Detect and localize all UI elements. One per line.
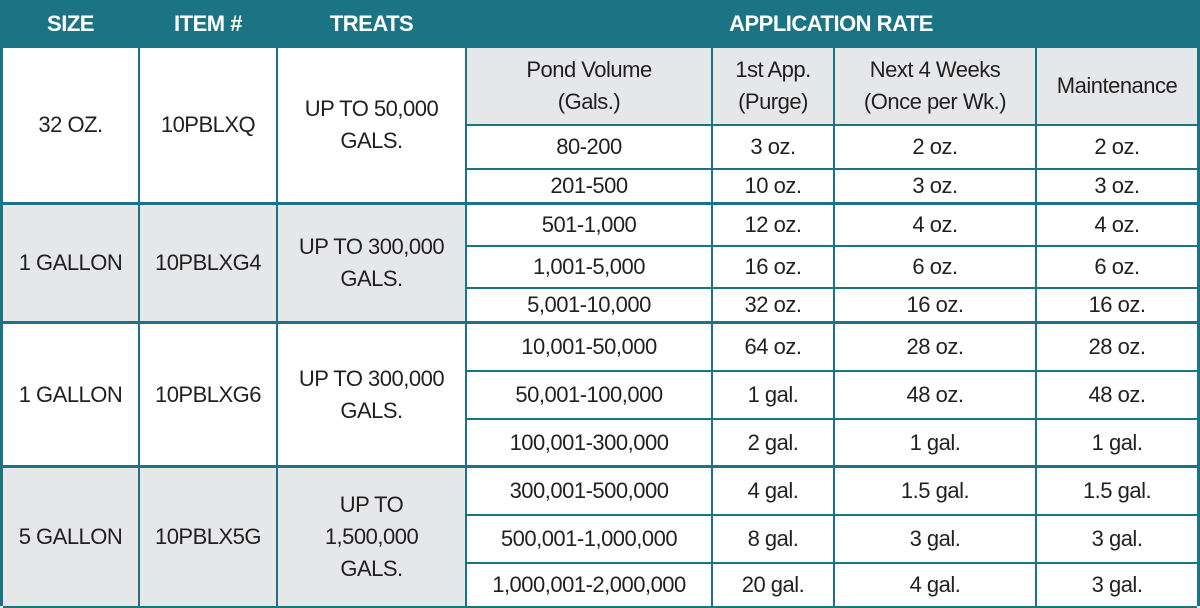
first-app-cell: 3 oz. (713, 126, 835, 170)
first-app-cell: 16 oz. (713, 247, 835, 289)
item-number-cell: 10PBLX5G (140, 468, 278, 608)
treats-cell: UP TO 300,000 GALS. (278, 205, 467, 324)
item-number-cell: 10PBLXG4 (140, 205, 278, 324)
pond-volume-cell: 50,001-100,000 (467, 372, 713, 420)
first-app-cell: 1 gal. (713, 372, 835, 420)
subheader-pond-volume: Pond Volume (Gals.) (467, 48, 713, 126)
next-weeks-cell: 4 gal. (835, 564, 1037, 608)
header-treats: TREATS (278, 0, 467, 48)
first-app-cell: 4 gal. (713, 468, 835, 516)
item-number-cell: 10PBLXG6 (140, 324, 278, 468)
pond-volume-cell: 80-200 (467, 126, 713, 170)
pond-volume-cell: 1,000,001-2,000,000 (467, 564, 713, 608)
maintenance-cell: 6 oz. (1037, 247, 1197, 289)
subheader-first-app: 1st App. (Purge) (713, 48, 835, 126)
pond-volume-cell: 5,001-10,000 (467, 289, 713, 324)
next-weeks-cell: 1 gal. (835, 420, 1037, 468)
treats-cell: UP TO 50,000 GALS. (278, 48, 467, 205)
next-weeks-cell: 1.5 gal. (835, 468, 1037, 516)
table-row (3, 324, 1197, 372)
next-weeks-cell: 4 oz. (835, 205, 1037, 247)
next-weeks-cell: 6 oz. (835, 247, 1037, 289)
first-app-cell: 8 gal. (713, 516, 835, 564)
maintenance-cell: 3 gal. (1037, 516, 1197, 564)
first-app-cell: 64 oz. (713, 324, 835, 372)
item-number-cell: 10PBLXQ (140, 48, 278, 205)
next-weeks-cell: 3 gal. (835, 516, 1037, 564)
size-cell: 1 GALLON (3, 324, 140, 468)
application-rate-table (3, 0, 1197, 608)
pond-volume-cell: 501-1,000 (467, 205, 713, 247)
maintenance-cell: 2 oz. (1037, 126, 1197, 170)
pond-volume-cell: 1,001-5,000 (467, 247, 713, 289)
maintenance-cell: 28 oz. (1037, 324, 1197, 372)
size-cell: 5 GALLON (3, 468, 140, 608)
maintenance-cell: 4 oz. (1037, 205, 1197, 247)
header-size: SIZE (3, 0, 140, 48)
table-row (3, 205, 1197, 247)
pond-volume-cell: 100,001-300,000 (467, 420, 713, 468)
maintenance-cell: 1.5 gal. (1037, 468, 1197, 516)
pond-volume-cell: 300,001-500,000 (467, 468, 713, 516)
size-cell: 32 OZ. (3, 48, 140, 205)
treats-cell: UP TO 300,000 GALS. (278, 324, 467, 468)
size-cell: 1 GALLON (3, 205, 140, 324)
first-app-cell: 10 oz. (713, 170, 835, 205)
next-weeks-cell: 16 oz. (835, 289, 1037, 324)
first-app-cell: 20 gal. (713, 564, 835, 608)
maintenance-cell: 48 oz. (1037, 372, 1197, 420)
next-weeks-cell: 28 oz. (835, 324, 1037, 372)
pond-volume-cell: 201-500 (467, 170, 713, 205)
table-row (3, 48, 1197, 126)
first-app-cell: 12 oz. (713, 205, 835, 247)
subheader-next-weeks: Next 4 Weeks (Once per Wk.) (835, 48, 1037, 126)
maintenance-cell: 3 oz. (1037, 170, 1197, 205)
header-item: ITEM # (140, 0, 278, 48)
next-weeks-cell: 48 oz. (835, 372, 1037, 420)
treats-cell: UP TO 1,500,000 GALS. (278, 468, 467, 608)
next-weeks-cell: 2 oz. (835, 126, 1037, 170)
maintenance-cell: 1 gal. (1037, 420, 1197, 468)
pond-volume-cell: 500,001-1,000,000 (467, 516, 713, 564)
first-app-cell: 2 gal. (713, 420, 835, 468)
subheader-maintenance: Maintenance (1037, 48, 1197, 126)
maintenance-cell: 3 gal. (1037, 564, 1197, 608)
header-row (3, 0, 1197, 48)
maintenance-cell: 16 oz. (1037, 289, 1197, 324)
next-weeks-cell: 3 oz. (835, 170, 1037, 205)
header-application-rate: APPLICATION RATE (467, 0, 1197, 48)
first-app-cell: 32 oz. (713, 289, 835, 324)
table-row (3, 468, 1197, 516)
pond-volume-cell: 10,001-50,000 (467, 324, 713, 372)
